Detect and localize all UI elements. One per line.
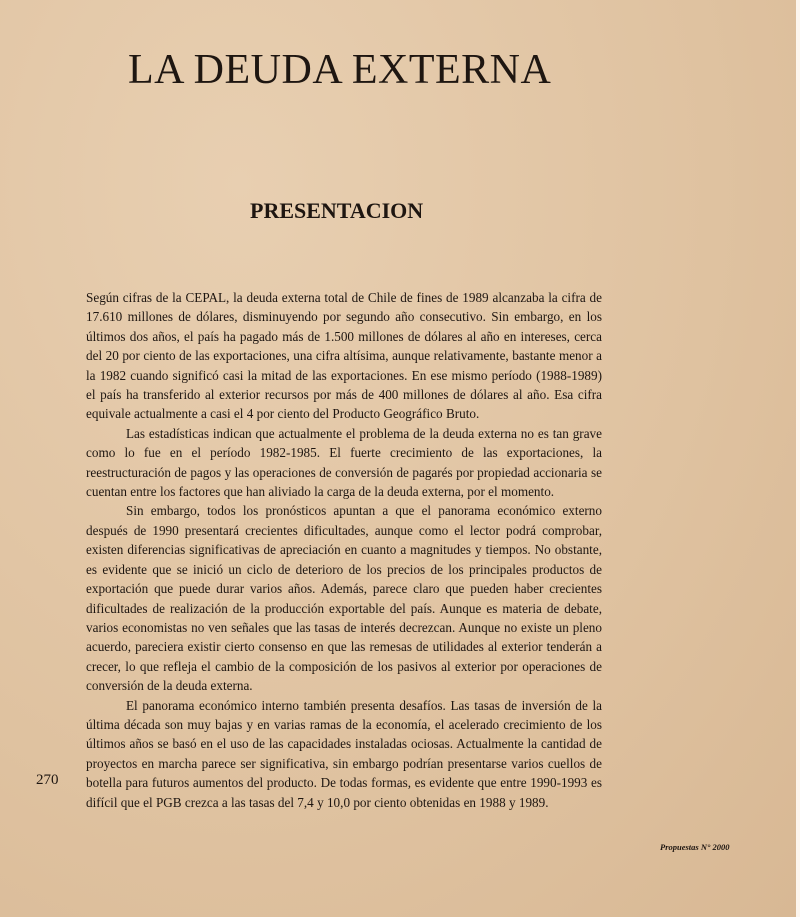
paragraph-2: Las estadísticas indican que actualmente el problema de la deuda externa no es tan grave como lo fue en el período 1982-1985. El fuerte crecimiento de las exportaciones, la reestructuración de pagos y las operaciones de conversión de pagarés por propiedad accionaria se cuentan entre los factores que han aliviado la carga de la deuda externa, por el momento. — [86, 425, 602, 500]
paragraph-4: El panorama económico interno también presenta desafíos. Las tasas de inversión de la última década son muy bajas y en varias ramas de la economía, el acelerado crecimiento de los últimos años se basó en el uso de las capacidades instaladas ociosas. Actualmente la cantidad de proyectos en marcha parece ser significativa, sin embargo podrían presentarse varios cuellos de botella para futuros aumentos del producto. De todas formas, es evidente que entre 1990-1993 es difícil que el PGB crezca a las tasas del 7,4 y 10,0 por ciento obtenidas en 1988 y 1989. — [86, 697, 602, 810]
paragraph-3: Sin embargo, todos los pronósticos apuntan a que el panorama económico externo después de 1990 presentará crecientes dificultades, aunque como el lector podrá comprobar, existen diferencias significativas de apreciación en cuanto a magnitudes y tiempos. No obstante, es evidente que se inició un ciclo de deterioro de los precios de los principales productos de exportación que puede durar varios años. Además, parece claro que pueden haber crecientes dificultades de realización de la producción exportable del país. Aunque es materia de debate, varios economistas no ven señales que las tasas de interés decrezcan. Aunque no existe un pleno acuerdo, pareciera existir cierto consenso en que las remesas de utilidades al exterior tenderán a crecer, lo que refleja el cambio de la composición de los pasivos al exterior por operaciones de conversión de la deuda externa. — [86, 503, 602, 694]
page-edge — [796, 0, 800, 917]
page-number: 270 — [36, 772, 59, 788]
section-heading: PRESENTACION — [250, 198, 424, 223]
footer-note: Propuestas N° 2000 — [660, 842, 730, 852]
body-text — [86, 288, 602, 812]
page-title: LA DEUDA EXTERNA — [128, 47, 552, 93]
paragraph-1: Según cifras de la CEPAL, la deuda externa total de Chile de fines de 1989 alcanzaba la cifra de 17.610 millones de dólares, disminuyendo por segundo año consecutivo. Sin embargo, en los últimos dos años, el país ha pagado más de 1.500 millones de dólares al año en intereses, cerca del 20 por ciento de las exportaciones, una cifra altísima, aunque relativamente, bastante menor a la 1982 cuando significó casi la mitad de las exportaciones. En ese mismo período (1988-1989) el país ha transferido al exterior recursos por más de 400 millones de dólares al año. Esa cifra equivale actualmente a casi el 4 por ciento del Producto Geográfico Bruto. — [86, 290, 602, 422]
